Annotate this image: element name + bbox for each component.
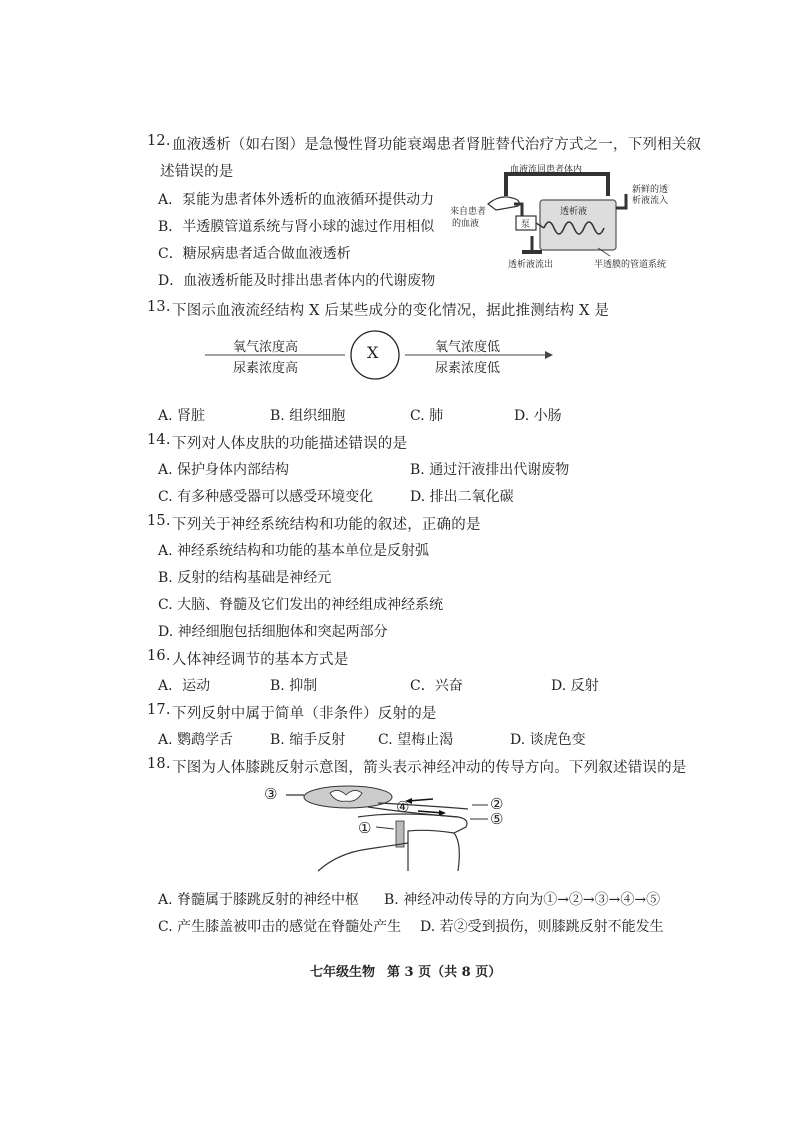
fresh-label-1: 新鲜的透 [632,185,669,195]
footer-page: 第 3 页（共 8 页） [387,965,502,980]
label-4: ④ [396,798,410,816]
q18-option-c: C. 产生膝盖被叩击的感觉在脊髓处产生 [158,919,402,935]
q15-option-b: B. 反射的结构基础是神经元 [158,570,332,586]
q13-option-b: B. 组织细胞 [270,408,346,424]
q12-option-b: B．半透膜管道系统与肾小球的滤过作用相似 [158,219,435,235]
outflow-label: 透析液流出 [508,260,554,270]
q15-number: 15. [147,513,171,529]
q15-option-a: A. 神经系统结构和功能的基本单位是反射弧 [158,543,430,559]
right-top-label: 氧气浓度低 [435,340,501,355]
q12-option-d: D．血液透析能及时排出患者体内的代谢废物 [158,273,436,289]
q12-stem-line2: 述错误的是 [160,164,234,180]
label-5: ⑤ [490,810,504,828]
label-2: ② [490,795,504,813]
q13-number: 13. [147,299,171,315]
label1-pointer [376,827,394,829]
left-bottom-label: 尿素浓度高 [233,361,299,376]
q18-option-a: A. 脊髓属于膝跳反射的神经中枢 [158,892,360,908]
right-bottom-label: 尿素浓度低 [435,361,501,376]
thigh-outline [358,814,467,871]
q18-option-b: B. 神经冲动传导的方向为①→②→③→④→⑤ [384,892,661,908]
q18-option-d: D. 若②受到损伤，则膝跳反射不能发生 [420,919,664,935]
q12-option-c: C．糖尿病患者适合做血液透析 [158,246,351,262]
q17-option-a: A. 鹦鹉学舌 [158,732,234,748]
knee-reflex-diagram [258,783,528,875]
q15-option-d: D. 神经细胞包括细胞体和突起两部分 [158,624,388,640]
label-1: ① [358,819,372,837]
q13-option-a: A. 肾脏 [158,408,206,424]
q18-stem: 下图为人体膝跳反射示意图，箭头表示神经冲动的传导方向。下列叙述错误的是 [172,760,687,776]
q18-number: 18. [147,756,171,772]
q16-number: 16. [147,648,171,664]
q17-stem: 下列反射中属于简单（非条件）反射的是 [172,706,437,722]
q16-option-d: D. 反射 [551,678,599,694]
q17-option-d: D. 谈虎色变 [510,732,586,748]
from-label-1: 来自患者 [450,207,487,217]
q15-option-c: C. 大脑、脊髓及它们发出的神经组成神经系统 [158,597,444,613]
q16-option-a: A．运动 [158,678,211,694]
q14-option-c: C. 有多种感受器可以感受环境变化 [158,489,374,505]
label-3: ③ [264,785,278,803]
footer-subject: 七年级生物 [310,965,376,980]
structure-x-label: X [367,343,379,362]
q13-option-d: D. 小肠 [514,408,562,424]
q17-number: 17. [147,702,171,718]
seat-outline [318,843,408,871]
muscle [396,821,404,847]
sensory-nerve [378,803,468,809]
q14-option-d: D. 排出二氧化碳 [410,489,514,505]
q14-option-b: B. 通过汗液排出代谢废物 [410,462,570,478]
q13-figure [205,330,555,380]
from-label-2: 的血液 [452,219,480,229]
arrow-head [545,351,553,359]
fresh-inlet [616,194,626,208]
q16-option-b: B. 抑制 [270,678,318,694]
outflow-base [522,250,542,254]
q13-option-c: C. 肺 [410,408,444,424]
dialysis-figure [448,160,678,268]
q12-option-a: A．泵能为患者体外透析的血液循环提供动力 [158,192,435,208]
return-tube [506,174,608,196]
membrane-label: 半透膜的管道系统 [594,260,667,270]
q12-number: 12. [147,133,171,149]
q12-stem-line1: 血液透析（如右图）是急慢性肾功能衰竭患者肾脏替代治疗方式之一，下列相关叙 [172,137,702,153]
pump-label: 泵 [521,220,531,230]
knee-reflex-figure [258,783,528,875]
fresh-label-2: 析液流入 [632,196,669,206]
q14-stem: 下列对人体皮肤的功能描述错误的是 [172,436,408,452]
dialysate-label: 透析液 [560,207,588,217]
left-top-label: 氧气浓度高 [233,340,299,355]
q17-option-b: B. 缩手反射 [270,732,346,748]
q16-stem: 人体神经调节的基本方式是 [172,652,349,668]
q15-stem: 下列关于神经系统结构和功能的叙述，正确的是 [172,517,481,533]
return-label: 血液流回患者体内 [510,165,583,175]
shin-outline [454,833,459,871]
q13-stem: 下图示血液流经结构 X 后某些成分的变化情况，据此推测结构 X 是 [172,303,610,319]
q17-option-c: C. 望梅止渴 [378,732,454,748]
q14-number: 14. [147,432,171,448]
q14-option-a: A. 保护身体内部结构 [158,462,290,478]
q16-option-c: C．兴奋 [410,678,463,694]
